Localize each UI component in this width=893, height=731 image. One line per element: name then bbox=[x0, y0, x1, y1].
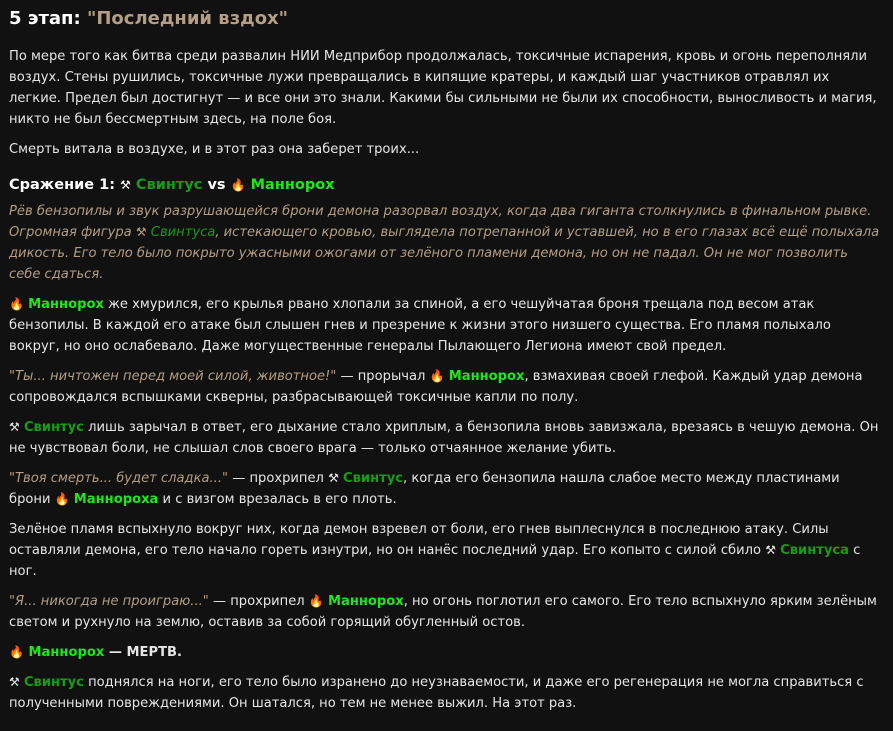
battle-paragraph-4 bbox=[9, 672, 883, 714]
intro-paragraph-2: Смерть витала в воздухе, и в этот раз она заберет троих... bbox=[9, 142, 420, 157]
fighter-mannoroh: Маннорох bbox=[250, 177, 335, 193]
name-svintus: Свинтус bbox=[343, 471, 404, 486]
intro-paragraph-1: По мере того как битва среди развалин НИИ Медприбор продолжалась, токсичные испарения, кровь и огонь переполняли воздух. Стены рушились, токсичные лужи превращались в кипящие кратеры, и каждый шаг участников отравлял их легкие. Предел был достигнут — и все они это знали. Какими бы сильными не были их способности, выносливость и магия, никто не был бессмертным здесь, на поле боя. bbox=[9, 49, 877, 127]
vs-label: vs bbox=[207, 177, 226, 193]
battle-heading bbox=[9, 174, 883, 196]
battle-quote-1 bbox=[9, 366, 883, 408]
fire-icon: 🔥 bbox=[230, 178, 246, 192]
fire-icon: 🔥 bbox=[9, 645, 24, 659]
battle-paragraph-2 bbox=[9, 417, 883, 459]
name-svintus-gen: Свинтуса bbox=[150, 225, 216, 240]
quote-rest-b: и с визгом врезалась в его плоть. bbox=[158, 492, 397, 507]
stage-title: "Последний вздох" bbox=[86, 8, 289, 29]
fire-icon: 🔥 bbox=[54, 492, 70, 506]
hammer-pick-icon: ⚒ bbox=[135, 225, 147, 239]
death-status: — МЕРТВ. bbox=[104, 645, 182, 660]
name-mannoroh: Маннорох bbox=[28, 297, 104, 312]
battle-paragraph-3 bbox=[9, 519, 883, 582]
paragraph-text-b: с ног. bbox=[9, 543, 861, 579]
name-mannoroh: Маннорох bbox=[448, 369, 525, 384]
quote-verb: — прорычал bbox=[336, 369, 430, 384]
narration-text-b: , истекающего кровью, выглядела потрепанной и уставшей, но в его глазах всё ещё полыхала дикость. Его тело было покрыто ужасными ожогами от зелёного пламени демона, но он не падал. Он не мог позволить себе сдаться. bbox=[9, 225, 880, 282]
battle-label: Сражение 1: bbox=[9, 177, 116, 193]
battle-narration bbox=[9, 201, 883, 285]
quote-rest-a: , когда его бензопила нашла слабое место между пластинами брони bbox=[9, 471, 840, 507]
hammer-pick-icon: ⚒ bbox=[9, 420, 20, 434]
paragraph-text: же хмурился, его крылья рвано хлопали за спиной, а его чешуйчатая броня трещала под весом атак бензопилы. В каждой его атаке был слышен гнев и презрение к жизни этого низшего существа. Его пламя полыхало вокруг, но оно ослабевало. Даже могущественные генералы Пылающего Легиона имеют свой предел. bbox=[9, 297, 831, 354]
narration-text-a: Рёв бензопилы и звук разрушающейся брони демона разорвал воздух, когда два гиганта столкнулись в финальном рывке. Огромная фигура bbox=[9, 204, 872, 240]
battle-quote-2 bbox=[9, 468, 883, 510]
fire-icon: 🔥 bbox=[308, 594, 324, 608]
battle-paragraph-1 bbox=[9, 294, 883, 357]
fire-icon: 🔥 bbox=[9, 297, 24, 311]
name-mannoroh: Маннорох bbox=[28, 645, 105, 660]
fighter-svintus: Свинтус bbox=[135, 177, 203, 193]
name-svintus: Свинтус bbox=[23, 675, 84, 690]
death-line bbox=[9, 642, 883, 663]
quote-text: "Ты... ничтожен перед моей силой, животное!" bbox=[9, 369, 337, 384]
hammer-pick-icon: ⚒ bbox=[120, 178, 131, 192]
hammer-pick-icon: ⚒ bbox=[9, 675, 20, 689]
paragraph-text-a: Зелёное пламя вспыхнуло вокруг них, когда демон взревел от боли, его гнев выплеснулся в последнюю атаку. Силы оставляли демона, его тело начало гореть изнутри, но он нанёс последний удар. Его копыто с силой сбило bbox=[9, 522, 829, 558]
paragraph-text: поднялся на ноги, его тело было изранено до неузнаваемости, и даже его регенерация не могла справиться с полученными повреждениями. Он шатался, но тем не менее выжил. На этот раз. bbox=[9, 675, 864, 711]
fire-icon: 🔥 bbox=[429, 369, 445, 383]
name-mannoroh-gen: Маннороха bbox=[73, 492, 159, 507]
quote-rest: , взмахивая своей глефой. Каждый удар демона сопровождался вспышками скверны, разбрасывающей токсичные капли по полу. bbox=[9, 369, 863, 405]
name-mannoroh: Маннорох bbox=[327, 594, 404, 609]
stage-label: 5 этап: bbox=[9, 8, 81, 29]
hammer-pick-icon: ⚒ bbox=[765, 543, 776, 557]
paragraph-text: лишь зарычал в ответ, его дыхание стало хриплым, а бензопила вновь завизжала, врезаясь в чешую демона. Он не чувствовал боли, не слышал слов своего врага — только отчаянное желание убить. bbox=[9, 420, 879, 456]
name-svintus: Свинтус bbox=[23, 420, 84, 435]
quote-verb: — прохрипел bbox=[208, 594, 309, 609]
quote-rest: , но огонь поглотил его самого. Его тело вспыхнуло ярким зелёным светом и рухнуло на землю, оставив за собой горящий обугленный остов. bbox=[9, 594, 877, 630]
hammer-pick-icon: ⚒ bbox=[328, 471, 339, 485]
quote-text: "Я... никогда не проиграю..." bbox=[9, 594, 209, 609]
quote-text: "Твоя смерть... будет сладка..." bbox=[9, 471, 229, 486]
name-svintus-gen: Свинтуса bbox=[780, 543, 849, 558]
quote-verb: — прохрипел bbox=[228, 471, 329, 486]
stage-heading bbox=[9, 6, 883, 32]
battle-quote-3 bbox=[9, 591, 883, 633]
